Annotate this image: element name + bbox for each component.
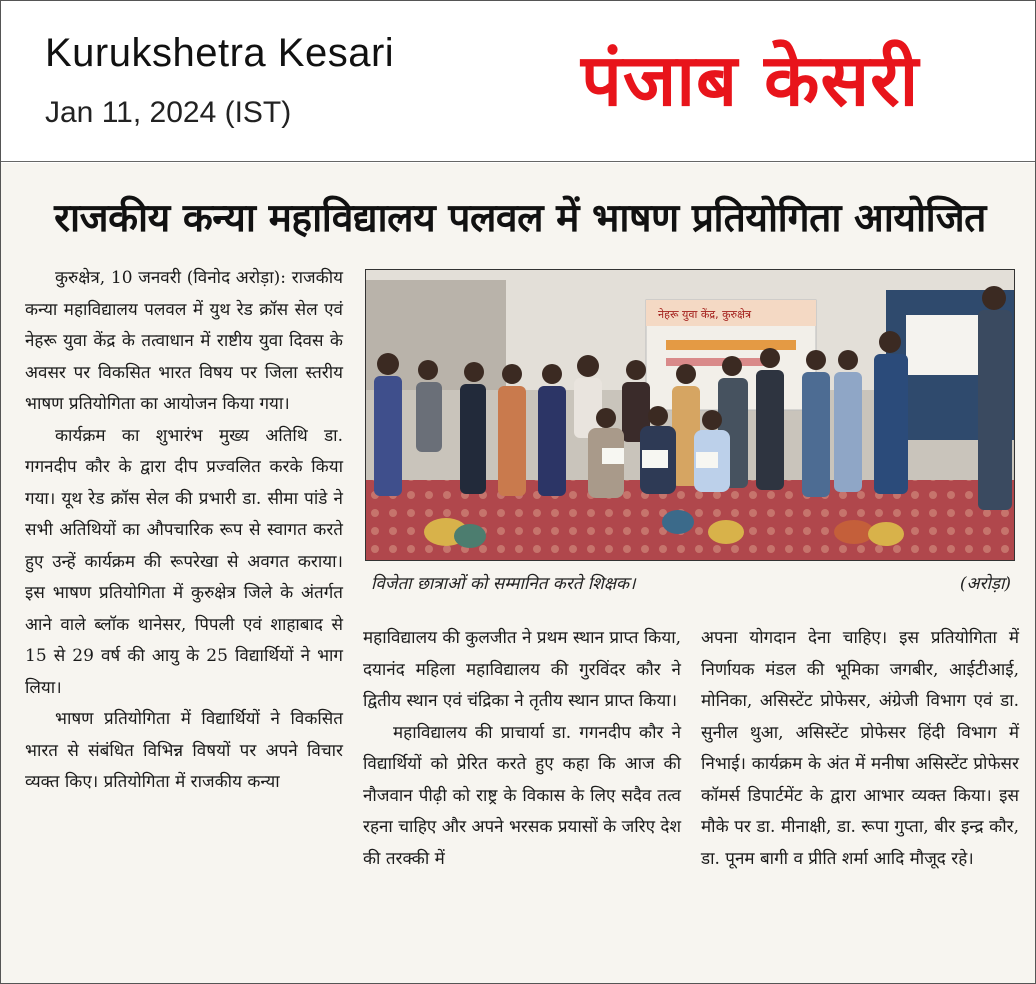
article-clipping [1,163,1035,983]
article-column-2 [363,623,681,875]
group-photo-image [365,269,1015,561]
paragraph: अपना योगदान देना चाहिए। इस प्रतियोगिता में निर्णायक मंडल की भूमिका जगबीर, आईटीआई, मोनिका, असिस्टेंट प्रोफेसर, अंग्रेजी विभाग एवं डा. सुनील थुआ, असिस्टेंट प्रोफेसर हिंदी विभाग में निभाई। कार्यक्रम के अंत में मनीषा असिस्टेंट प्रोफेसर कॉमर्स डिपार्टमेंट के द्वारा आभार व्यक्त किया। इस मौके पर डा. मीनाक्षी, डा. रूपा गुप्ता, बीर इन्द्र कौर, डा. पूनम बागी व प्रीति शर्मा आदि मौजूद रहे। [701,628,1019,869]
article-column-1 [25,263,343,799]
article-headline: राजकीय कन्या महाविद्यालय पलवल में भाषण प्रतियोगिता आयोजित [54,196,986,241]
publication-date: Jan 11, 2024 (IST) [45,96,292,129]
paragraph: कार्यक्रम का शुभारंभ मुख्य अतिथि डा. गगनदीप कौर के द्वारा दीप प्रज्वलित करके किया गया। यूथ रेड क्रॉस सेल की प्रभारी डा. सीमा पांडे ने सभी अतिथियों का औपचारिक रूप से स्वागत करते हुए उन्हें कार्यक्रम की रूपरेखा से अवगत कराया। इस भाषण प्रतियोगिता में कुरुक्षेत्र जिले के अंतर्गत आने वाले ब्लॉक थानेसर, पिपली एवं शाहाबाद से 15 से 29 वर्ष की आयु के 25 विद्यार्थियों ने भाग लिया। [25,425,343,698]
clipping-header [1,1,1035,162]
paragraph: महाविद्यालय की कुलजीत ने प्रथम स्थान प्राप्त किया, दयानंद महिला महाविद्यालय की गुरविंदर कौर ने द्वितीय स्थान एवं चंद्रिका ने तृतीय स्थान प्राप्त किया। [363,628,681,711]
photo-caption [365,569,1013,597]
caption-text: विजेता छात्राओं को सम्मानित करते शिक्षक। [371,574,636,594]
source-name: Kurukshetra Kesari [45,31,395,75]
seated-students [588,406,730,498]
photo-illustration [366,270,1014,560]
article-column-3 [701,623,1019,875]
newspaper-masthead-logo: पंजाब केसरी [581,38,920,122]
paragraph: कुरुक्षेत्र, 10 जनवरी (विनोद अरोड़ा): राजकीय कन्या महाविद्यालय पलवल में युथ रेड क्रॉस सेल एवं नेहरू युवा केंद्र के तत्वाधान में राष्टीय युवा दिवस के अवसर पर विकसित भारत विषय पर जिला स्तरीय भाषण प्रतियोगिता का आयोजन किया गया। [25,268,343,414]
banner-text: नेहरू युवा केंद्र, कुरुक्षेत्र [658,308,752,321]
paragraph: भाषण प्रतियोगिता में विद्यार्थियों ने विकसित भारत से संबंधित विभिन्न विषयों पर अपने विचार व्यक्त किए। प्रतियोगिता में राजकीय कन्या [25,709,343,792]
photo-credit: (अरोड़ा) [959,574,1011,594]
paragraph: महाविद्यालय की प्राचार्या डा. गगनदीप कौर ने विद्यार्थियों को प्रेरित करते हुए कहा कि आज की नौजवान पीढ़ी को राष्ट्र के विकास के लिए सदैव तत्व रहना चाहिए और अपने भरसक प्रयासों के जरिए देश की तरक्की में [363,722,681,869]
